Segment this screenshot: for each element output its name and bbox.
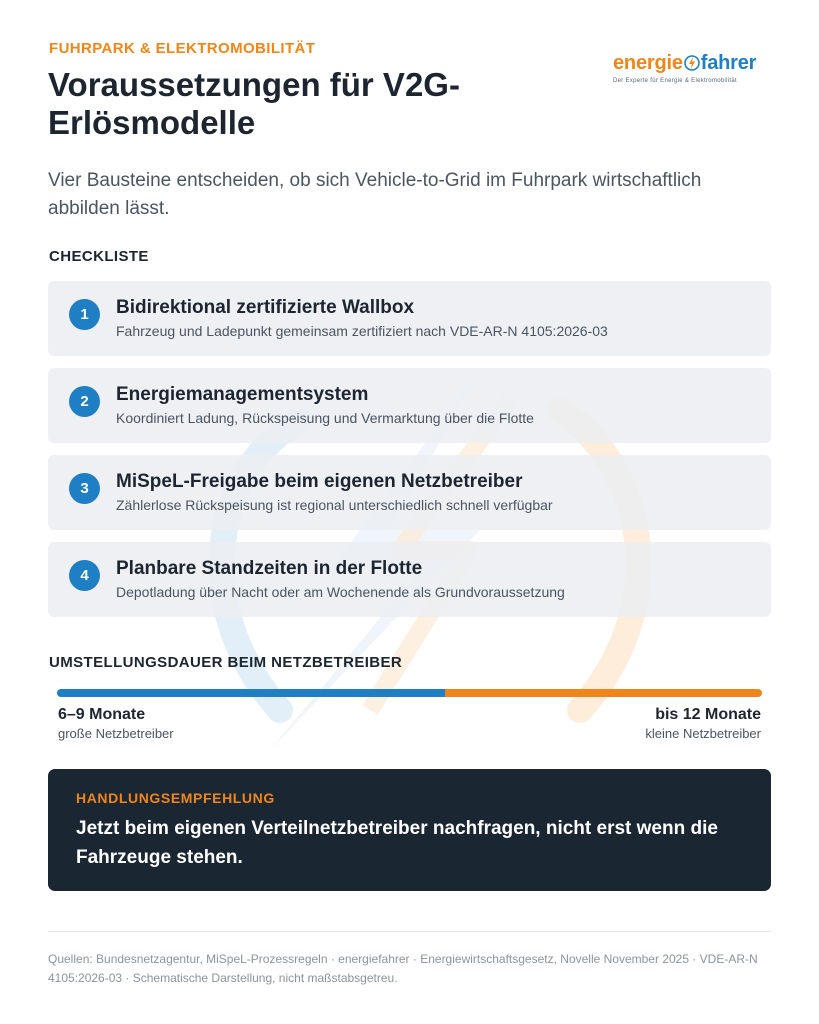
timeline-bar bbox=[57, 689, 762, 697]
timeline-left-value: 6–9 Monate bbox=[58, 706, 146, 723]
timeline-segment-small-operators bbox=[445, 689, 762, 697]
checklist-item-title: Bidirektional zertifizierte Wallbox bbox=[116, 297, 415, 318]
step-number-badge: 3 bbox=[69, 473, 100, 504]
sources-footnote: Quellen: Bundesnetzagentur, MiSpeL-Prozessregeln · energiefahrer · Energiewirtschaftsgesetz, Novelle November 2025 · VDE-AR-N 4105:2026-03 · Schematische Darstellung, nicht maßstabsgetreu. bbox=[48, 952, 758, 985]
checklist-heading: CHECKLISTE bbox=[49, 248, 149, 265]
intro-text: Vier Bausteine entscheiden, ob sich Vehicle-to-Grid im Fuhrpark wirtschaftlich abbilden lässt. bbox=[48, 170, 702, 219]
checklist-item-title: Energiemanagementsystem bbox=[116, 384, 369, 405]
checklist-item-description: Zählerlose Rückspeisung ist regional unterschiedlich schnell verfügbar bbox=[116, 497, 553, 513]
page-title: Voraussetzungen für V2G-Erlösmodelle bbox=[48, 66, 460, 141]
recommendation-text: Jetzt beim eigenen Verteilnetzbetreiber nachfragen, nicht erst wenn die Fahrzeuge stehen. bbox=[76, 818, 718, 868]
eyebrow-label: FUHRPARK & ELEKTROMOBILITÄT bbox=[49, 40, 316, 57]
step-number-badge: 4 bbox=[69, 560, 100, 591]
checklist-item-title: Planbare Standzeiten in der Flotte bbox=[116, 558, 423, 579]
timeline-heading: UMSTELLUNGSDAUER BEIM NETZBETREIBER bbox=[49, 654, 403, 671]
checklist-item-description: Fahrzeug und Ladepunkt gemeinsam zertifiziert nach VDE-AR-N 4105:2026-03 bbox=[116, 323, 608, 339]
checklist-item bbox=[48, 455, 771, 530]
checklist-item bbox=[48, 368, 771, 443]
checklist-item-description: Depotladung über Nacht oder am Wochenende als Grundvoraussetzung bbox=[116, 584, 565, 600]
step-number-badge: 2 bbox=[69, 386, 100, 417]
timeline-left-caption: große Netzbetreiber bbox=[58, 726, 174, 741]
checklist-item bbox=[48, 281, 771, 356]
recommendation-label: HANDLUNGSEMPFEHLUNG bbox=[76, 790, 275, 806]
step-number-badge: 1 bbox=[69, 299, 100, 330]
footer-divider bbox=[48, 931, 771, 932]
logo-word-part1: energie bbox=[613, 52, 683, 74]
logo-wordmark bbox=[613, 52, 773, 77]
checklist-item bbox=[48, 542, 771, 617]
checklist-item-title: MiSpeL-Freigabe beim eigenen Netzbetreiber bbox=[116, 471, 523, 492]
checklist-item-description: Koordiniert Ladung, Rückspeisung und Vermarktung über die Flotte bbox=[116, 410, 534, 426]
brand-logo bbox=[613, 52, 773, 84]
checklist bbox=[48, 281, 771, 629]
logo-tagline: Der Experte für Energie & Elektromobilität bbox=[613, 78, 737, 84]
logo-word-part2: fahrer bbox=[700, 52, 757, 74]
timeline-right-value: bis 12 Monate bbox=[655, 706, 761, 723]
recommendation-panel bbox=[48, 769, 771, 891]
timeline-segment-large-operators bbox=[57, 689, 445, 697]
timeline-right-caption: kleine Netzbetreiber bbox=[645, 726, 761, 741]
lightning-bolt-icon bbox=[684, 54, 700, 77]
